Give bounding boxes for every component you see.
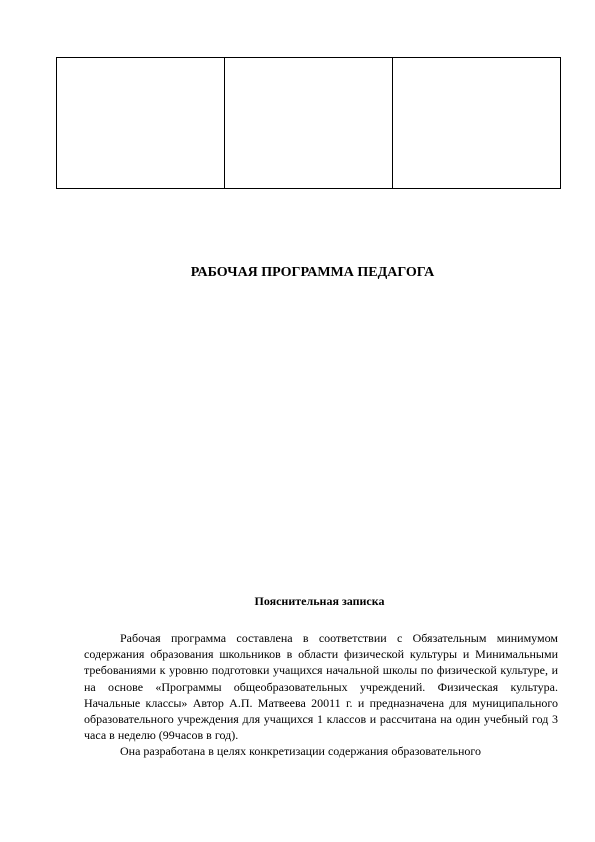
explanatory-note-heading: Пояснительная записка	[254, 594, 385, 608]
approval-cell-right	[392, 58, 560, 188]
approval-cell-middle	[224, 58, 392, 188]
document-title: РАБОЧАЯ ПРОГРАММА ПЕДАГОГА	[190, 265, 435, 280]
approval-cell-left	[57, 58, 224, 188]
explanatory-note-body	[84, 630, 558, 760]
approval-table	[56, 57, 561, 189]
paragraph: Она разработана в целях конкретизации содержания образовательного	[120, 744, 482, 759]
paragraph: Рабочая программа составлена в соответствии с Обязательным минимумом содержания образования школьников в области физической культуры и Минимальными требованиями к уровню подготовки учащихся начальной школы по физической культуре, и на основе «Программы общеобразовательных учреждений. Физическая культура. Начальные классы» Автор А.П. Матвеева 20011 г. и предназначена для муниципального образовательного учреждения для учащихся 1 классов и рассчитана на один учебный год 3 часа в неделю (99часов в год).	[84, 631, 558, 743]
